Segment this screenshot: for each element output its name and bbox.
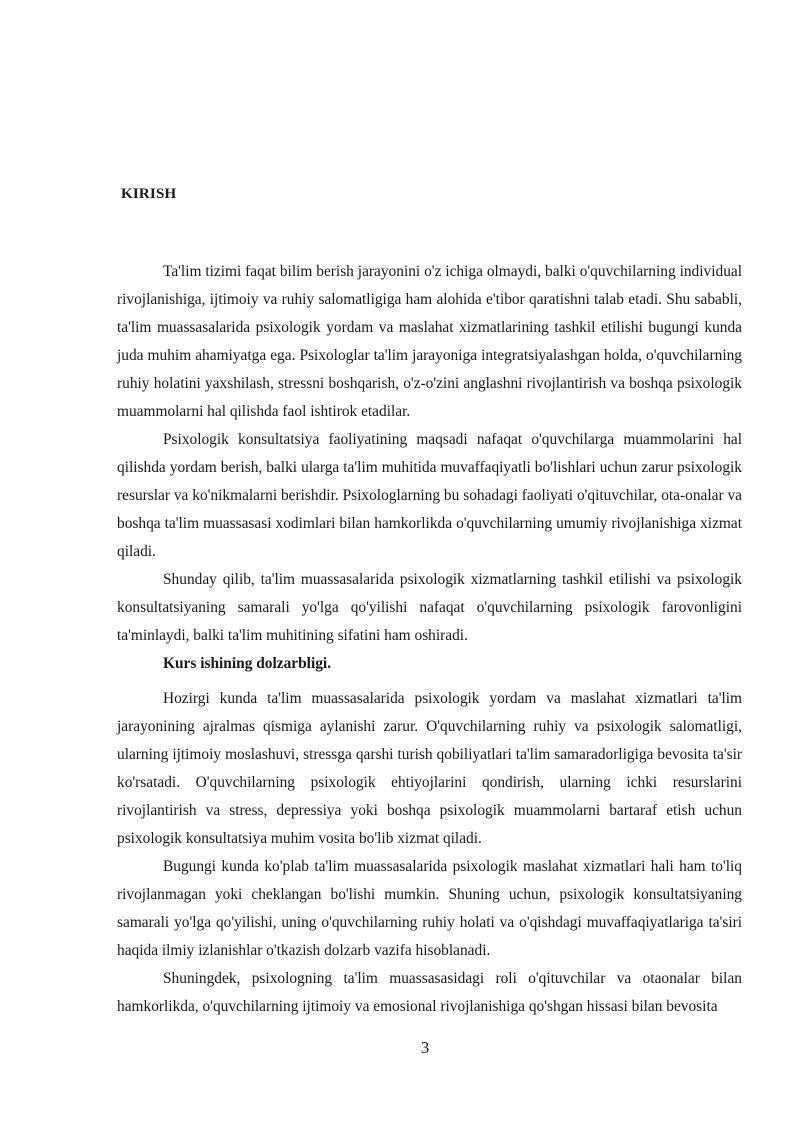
paragraph: Bugungi kunda ko'plab ta'lim muassasalarida psixologik maslahat xizmatlari hali ham to'liq rivojlanmagan yoki cheklangan bo'lishi mumkin. Shuning uchun, psixologik konsultatsiyaning samarali yo'lga qo'yilishi, uning o'quvchilarning ruhiy holati va o'qishdagi muvaffaqiyatlariga ta'siri haqida ilmiy izlanishlar o'tkazish dolzarb vazifa hisoblanadi. [117, 858, 742, 959]
paragraph: Hozirgi kunda ta'lim muassasalarida psixologik yordam va maslahat xizmatlari ta'lim jarayonining ajralmas qismiga aylanishi zarur. O'quvchilarning ruhiy va psixologik salomatligi, ularning ijtimoiy moslashuvi, stressga qarshi turish qobiliyatlari ta'lim samaradorligiga bevosita ta'sir ko'rsatadi. O'quvchilarning psixologik ehtiyojlarini qondirish, ularning ichki resurslarini rivojlantirish va stress, depressiya yoki boshqa psixologik muammolarni bartaraf etish uchun psixologik konsultatsiya muhim vosita bo'lib xizmat qiladi. [117, 690, 742, 847]
section-heading: KIRISH [121, 186, 177, 202]
body-text [117, 258, 742, 1021]
paragraph: Shunday qilib, ta'lim muassasalarida psixologik xizmatlarning tashkil etilishi va psixologik konsultatsiyaning samarali yo'lga qo'yilishi nafaqat o'quvchilarning psixologik farovonligini ta'minlaydi, balki ta'lim muhitining sifatini ham oshiradi. [117, 571, 742, 644]
subheading: Kurs ishining dolzarbligi. [163, 655, 332, 672]
paragraph: Shuningdek, psixologning ta'lim muassasasidagi roli o'qituvchilar va otaonalar bilan hamkorlikda, o'quvchilarning ijtimoiy va emosional rivojlanishiga qo'shgan hissasi bilan bevosita [117, 970, 742, 1015]
page-number: 3 [420, 1038, 430, 1057]
paragraph: Psixologik konsultatsiya faoliyatining maqsadi nafaqat o'quvchilarga muammolarini hal qilishda yordam berish, balki ularga ta'lim muhitida muvaffaqiyatli bo'lishlari uchun zarur psixologik resurslar va ko'nikmalarni berishdir. Psixologlarning bu sohadagi faoliyati o'qituvchilar, ota-onalar va boshqa ta'lim muassasasi xodimlari bilan hamkorlikda o'quvchilarning umumiy rivojlanishiga xizmat qiladi. [117, 431, 742, 560]
paragraph: Ta'lim tizimi faqat bilim berish jarayonini o'z ichiga olmaydi, balki o'quvchilarning individual rivojlanishiga, ijtimoiy va ruhiy salomatligiga ham alohida e'tibor qaratishni talab etadi. Shu sababli, ta'lim muassasalarida psixologik yordam va maslahat xizmatlarining tashkil etilishi bugungi kunda juda muhim ahamiyatga ega. Psixologlar ta'lim jarayoniga integratsiyalashgan holda, o'quvchilarning ruhiy holatini yaxshilash, stressni boshqarish, o'z-o'zini anglashni rivojlantirish va boshqa psixologik muammolarni hal qilishda faol ishtirok etadilar. [117, 263, 742, 420]
